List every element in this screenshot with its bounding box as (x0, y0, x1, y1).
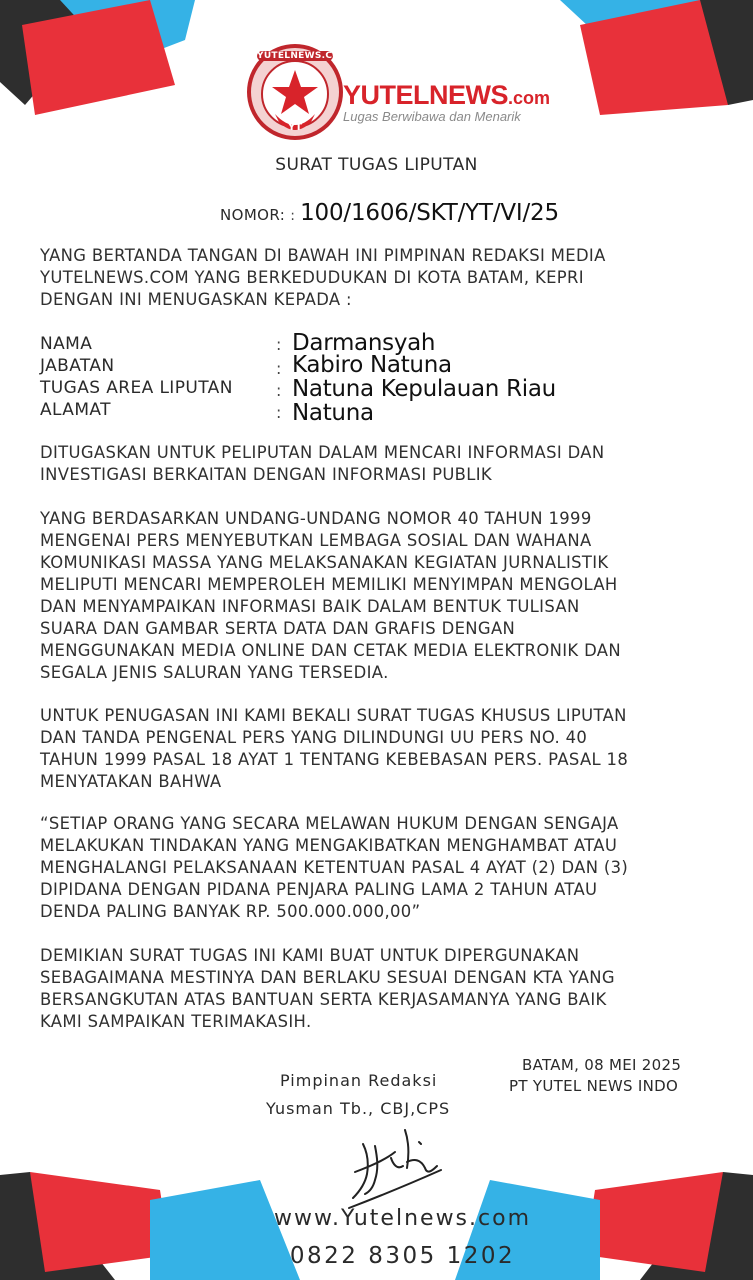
text-line: TAHUN 1999 PASAL 18 AYAT 1 TENTANG KEBEBASAN PERS. PASAL 18 (40, 750, 629, 769)
field-value-nama: Darmansyah (292, 330, 436, 356)
footer-website: www.Yutelnews.com (274, 1206, 531, 1231)
text-line: INVESTIGASI BERKAITAN DENGAN INFORMASI PUBLIK (40, 465, 493, 484)
logo-badge-text: YT (287, 122, 303, 133)
field-label-area: TUGAS AREA LIPUTAN (40, 378, 233, 398)
text-line: MENGENAI PERS MENYEBUTKAN LEMBAGA SOSIAL DAN WAHANA (40, 531, 592, 550)
brand-suffix: .com (508, 88, 551, 108)
field-colon: : (276, 403, 282, 422)
footer-phone: 0822 8305 1202 (289, 1243, 516, 1269)
assignment-paragraph (40, 442, 720, 486)
closing-paragraph (40, 945, 720, 1033)
brand-tagline: Lugas Berwibawa dan Menarik (343, 109, 521, 124)
text-line: SUARA DAN GAMBAR SERTA DATA DAN GRAFIS DENGAN (40, 619, 516, 638)
nomor-value: 100/1606/SKT/YT/VI/25 (300, 200, 559, 226)
field-value-alamat: Natuna (292, 400, 374, 426)
brand-name: YUTELNEWS (343, 80, 509, 110)
text-line: YUTELNEWS.COM YANG BERKEDUDUKAN DI KOTA BATAM, KEPRI (40, 268, 584, 287)
intro-paragraph (40, 245, 720, 311)
field-label-alamat: ALAMAT (40, 400, 111, 420)
logo-arc-text: YUTELNEWS.COM (257, 51, 350, 61)
field-colon: : (276, 335, 282, 354)
field-colon: : (276, 381, 282, 400)
brand-wordmark (343, 80, 550, 111)
field-value-area: Natuna Kepulauan Riau (292, 376, 556, 402)
text-line: DENGAN INI MENUGASKAN KEPADA : (40, 290, 352, 309)
nomor-label: NOMOR: (220, 206, 286, 224)
assignee-fields (40, 330, 720, 433)
equipment-paragraph (40, 705, 720, 793)
law-paragraph (40, 508, 720, 684)
text-line: SEGALA JENIS SALURAN YANG TERSEDIA. (40, 663, 389, 682)
field-colon: : (276, 359, 282, 378)
signature-role: Pimpinan Redaksi (280, 1071, 438, 1090)
signature-name: Yusman Tb., CBJ,CPS (266, 1099, 451, 1118)
text-line: DITUGASKAN UNTUK PELIPUTAN DALAM MENCARI INFORMASI DAN (40, 443, 605, 462)
text-line: DENDA PALING BANYAK RP. 500.000.000,00” (40, 902, 421, 921)
text-line: YANG BERDASARKAN UNDANG-UNDANG NOMOR 40 TAHUN 1999 (40, 509, 592, 528)
signature-company: PT YUTEL NEWS INDO (509, 1077, 679, 1095)
text-line: “SETIAP ORANG YANG SECARA MELAWAN HUKUM DENGAN SENGAJA (40, 814, 619, 833)
document-title: SURAT TUGAS LIPUTAN (275, 155, 478, 175)
text-line: KOMUNIKASI MASSA YANG MELAKSANAKAN KEGIATAN JURNALISTIK (40, 553, 609, 572)
text-line: SEBAGAIMANA MESTINYA DAN BERLAKU SESUAI DENGAN KTA YANG (40, 968, 615, 987)
text-line: BERSANGKUTAN ATAS BANTUAN SERTA KERJASAMANYA YANG BAIK (40, 990, 607, 1009)
text-line: MELAKUKAN TINDAKAN YANG MENGAKIBATKAN MENGHAMBAT ATAU (40, 836, 618, 855)
field-label-jabatan: JABATAN (40, 356, 115, 376)
text-line: MELIPUTI MENCARI MEMPEROLEH MEMILIKI MENYIMPAN MENGOLAH (40, 575, 618, 594)
text-line: DAN TANDA PENGENAL PERS YANG DILINDUNGI UU PERS NO. 40 (40, 728, 588, 747)
signature-place-date: BATAM, 08 MEI 2025 (522, 1056, 682, 1074)
text-line: DAN MENYAMPAIKAN INFORMASI BAIK DALAM BENTUK TULISAN (40, 597, 580, 616)
text-line: MENGGUNAKAN MEDIA ONLINE DAN CETAK MEDIA ELEKTRONIK DAN (40, 641, 621, 660)
logo-badge (245, 42, 350, 142)
text-line: YANG BERTANDA TANGAN DI BAWAH INI PIMPINAN REDAKSI MEDIA (40, 246, 606, 265)
quote-paragraph (40, 813, 720, 923)
nomor-colon: : (290, 208, 296, 224)
handwritten-signature (345, 1122, 445, 1212)
text-line: UNTUK PENUGASAN INI KAMI BEKALI SURAT TUGAS KHUSUS LIPUTAN (40, 706, 627, 725)
text-line: MENYATAKAN BAHWA (40, 772, 222, 791)
field-label-nama: NAMA (40, 334, 93, 354)
text-line: KAMI SAMPAIKAN TERIMAKASIH. (40, 1012, 312, 1031)
field-value-jabatan: Kabiro Natuna (292, 352, 452, 378)
text-line: DEMIKIAN SURAT TUGAS INI KAMI BUAT UNTUK DIPERGUNAKAN (40, 946, 580, 965)
nomor-row (220, 200, 559, 226)
text-line: MENGHALANGI PELAKSANAAN KETENTUAN PASAL 4 AYAT (2) DAN (3) (40, 858, 629, 877)
text-line: DIPIDANA DENGAN PIDANA PENJARA PALING LAMA 2 TAHUN ATAU (40, 880, 598, 899)
